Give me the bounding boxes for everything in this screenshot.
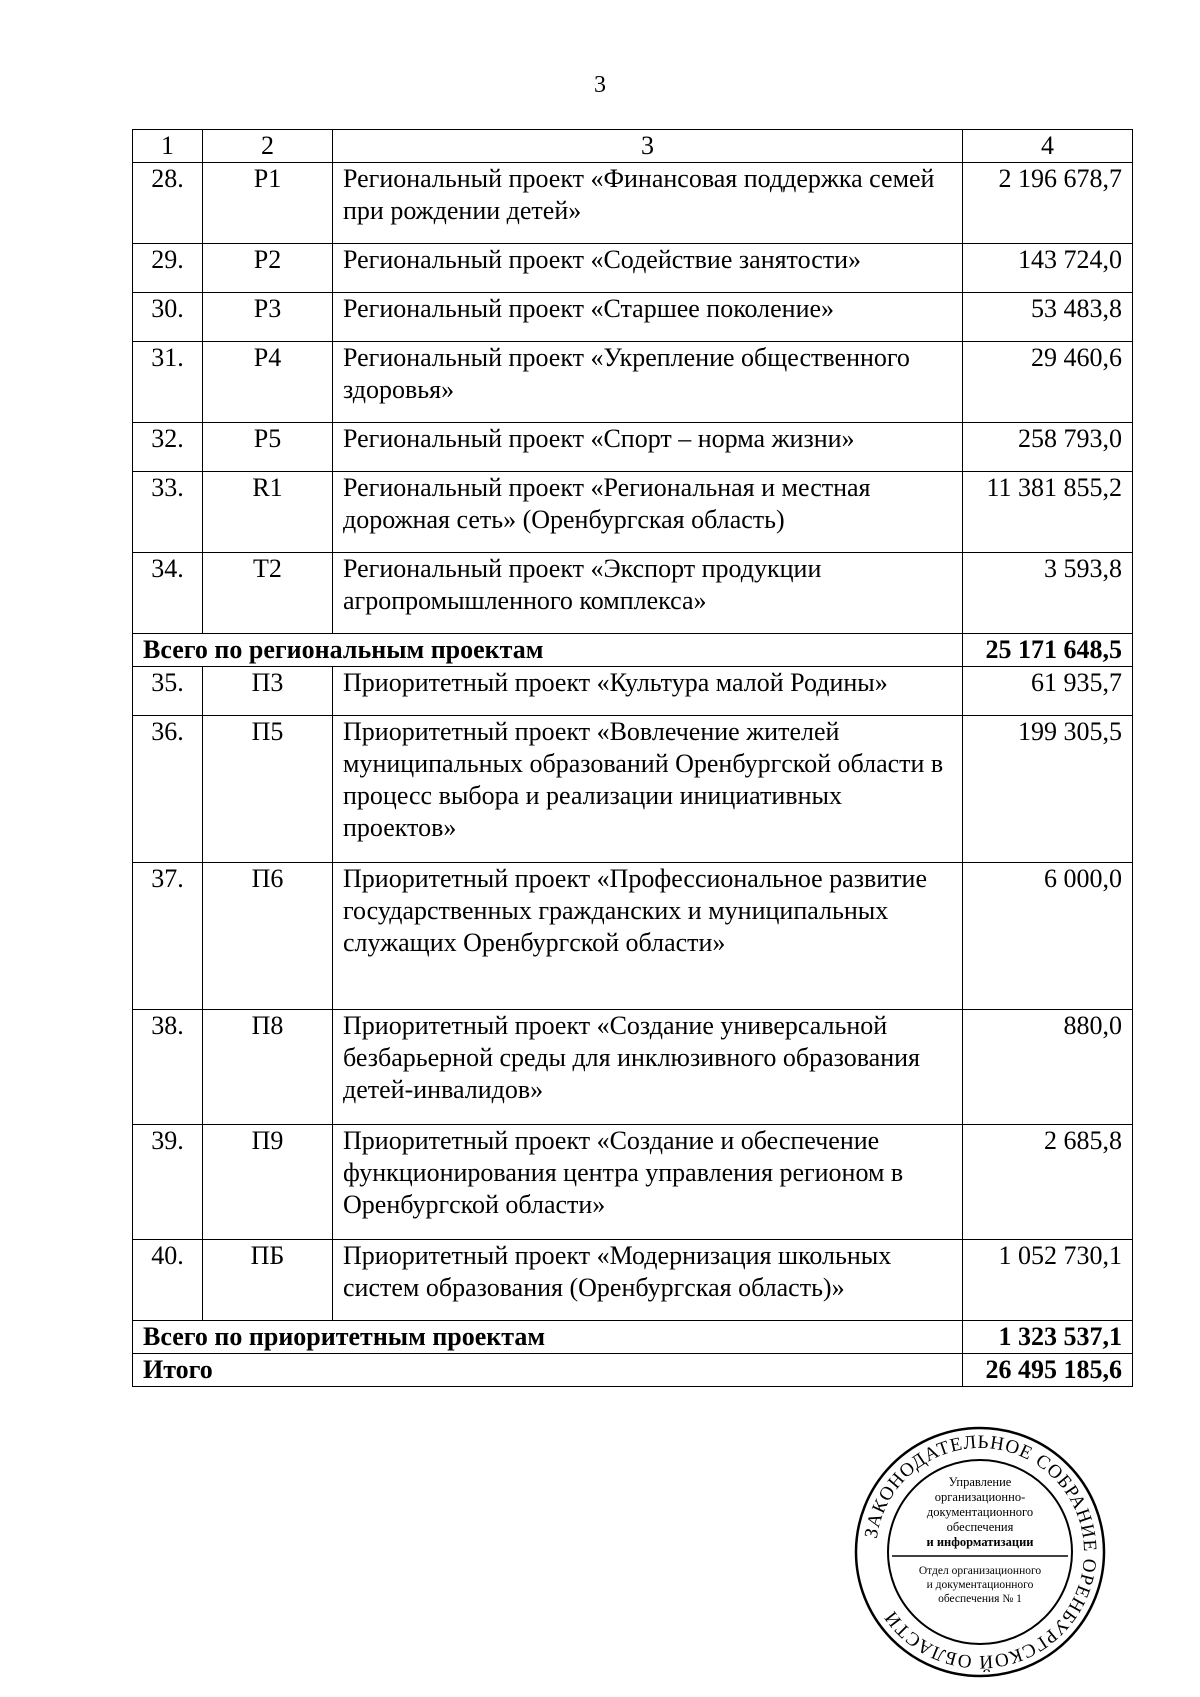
row-amount: 2 685,8: [963, 1125, 1133, 1240]
table-row: [133, 342, 1133, 423]
svg-text:и информатизации: и информатизации: [926, 1535, 1034, 1549]
row-name: Региональный проект «Старшее поколение»: [333, 293, 963, 342]
row-code: П5: [203, 716, 333, 863]
table-row: [133, 863, 1133, 1010]
table-row: [133, 716, 1133, 863]
row-code: Р3: [203, 293, 333, 342]
row-code: R1: [203, 472, 333, 553]
row-name: Региональный проект «Спорт – норма жизни»: [333, 423, 963, 472]
priority-total-label: Всего по приоритетным проектам: [133, 1321, 963, 1354]
table-row: [133, 667, 1133, 716]
priority-total-row: [133, 1321, 1133, 1354]
row-number: 38.: [133, 1010, 203, 1125]
seal-upper-text: [927, 1475, 1034, 1549]
row-number: 30.: [133, 293, 203, 342]
row-number: 35.: [133, 667, 203, 716]
regional-total-row: [133, 634, 1133, 667]
row-number: 31.: [133, 342, 203, 423]
row-number: 39.: [133, 1125, 203, 1240]
svg-text:документационного: документационного: [926, 1505, 1034, 1519]
row-amount: 258 793,0: [963, 423, 1133, 472]
table-header-row: [133, 130, 1133, 163]
row-amount: 29 460,6: [963, 342, 1133, 423]
row-number: 32.: [133, 423, 203, 472]
row-name: Региональный проект «Укрепление общественного здоровья»: [333, 342, 963, 423]
svg-text:Отдел организационного: Отдел организационного: [918, 1565, 1042, 1577]
row-number: 34.: [133, 553, 203, 634]
row-name: Региональный проект «Региональная и местная дорожная сеть» (Оренбургская область): [333, 472, 963, 553]
header-cell: 4: [963, 130, 1133, 163]
table-row: [133, 163, 1133, 244]
table-row: [133, 423, 1133, 472]
svg-text:Управление: Управление: [948, 1475, 1012, 1489]
grand-total-amount: 26 495 185,6: [963, 1354, 1133, 1387]
regional-total-label: Всего по региональным проектам: [133, 634, 963, 667]
page-number: 3: [594, 72, 606, 98]
row-number: 40.: [133, 1240, 203, 1321]
regional-total-amount: 25 171 648,5: [963, 634, 1133, 667]
row-name: Приоритетный проект «Культура малой Родины»: [333, 667, 963, 716]
row-amount: 2 196 678,7: [963, 163, 1133, 244]
row-name: Региональный проект «Содействие занятости»: [333, 244, 963, 293]
seal-lower-text: [919, 1565, 1042, 1605]
grand-total-label: Итого: [133, 1354, 963, 1387]
table-row: [133, 1125, 1133, 1240]
row-code: П8: [203, 1010, 333, 1125]
row-code: Р4: [203, 342, 333, 423]
row-code: Р5: [203, 423, 333, 472]
row-amount: 3 593,8: [963, 553, 1133, 634]
row-number: 29.: [133, 244, 203, 293]
row-name: Приоритетный проект «Профессиональное развитие государственных гражданских и муниципальных служащих Оренбургской области»: [333, 863, 963, 1010]
row-number: 28.: [133, 163, 203, 244]
table-row: [133, 1240, 1133, 1321]
row-amount: 880,0: [963, 1010, 1133, 1125]
official-seal-stamp: [852, 1424, 1108, 1680]
header-cell: 3: [333, 130, 963, 163]
table-row: [133, 553, 1133, 634]
row-amount: 11 381 855,2: [963, 472, 1133, 553]
row-name: Региональный проект «Финансовая поддержка семей при рождении детей»: [333, 163, 963, 244]
row-code: Т2: [203, 553, 333, 634]
row-code: П6: [203, 863, 333, 1010]
budget-table: [132, 129, 1133, 1387]
svg-text:обеспечения: обеспечения: [946, 1520, 1014, 1534]
table-row: [133, 472, 1133, 553]
table-row: [133, 293, 1133, 342]
row-name: Приоритетный проект «Создание и обеспечение функционирования центра управления регионом в Оренбургской области»: [333, 1125, 963, 1240]
svg-text:обеспечения № 1: обеспечения № 1: [938, 1593, 1022, 1605]
row-code: Р2: [203, 244, 333, 293]
svg-text:организационно-: организационно-: [934, 1490, 1026, 1504]
row-code: П9: [203, 1125, 333, 1240]
row-number: 37.: [133, 863, 203, 1010]
row-code: ПБ: [203, 1240, 333, 1321]
row-code: Р1: [203, 163, 333, 244]
grand-total-row: [133, 1354, 1133, 1387]
row-number: 36.: [133, 716, 203, 863]
row-name: Приоритетный проект «Создание универсальной безбарьерной среды для инклюзивного образования детей-инвалидов»: [333, 1010, 963, 1125]
priority-total-amount: 1 323 537,1: [963, 1321, 1133, 1354]
row-number: 33.: [133, 472, 203, 553]
row-code: П3: [203, 667, 333, 716]
svg-text:и документационного: и документационного: [926, 1579, 1034, 1591]
row-amount: 61 935,7: [963, 667, 1133, 716]
row-name: Приоритетный проект «Вовлечение жителей муниципальных образований Оренбургской области в процесс выбора и реализации инициативных проектов»: [333, 716, 963, 863]
row-amount: 143 724,0: [963, 244, 1133, 293]
header-cell: 1: [133, 130, 203, 163]
row-amount: 199 305,5: [963, 716, 1133, 863]
row-amount: 53 483,8: [963, 293, 1133, 342]
row-amount: 6 000,0: [963, 863, 1133, 1010]
seal-outer-ring: [856, 1428, 1104, 1676]
table-row: [133, 244, 1133, 293]
header-cell: 2: [203, 130, 333, 163]
row-name: Приоритетный проект «Модернизация школьных систем образования (Оренбургская область)»: [333, 1240, 963, 1321]
table-row: [133, 1010, 1133, 1125]
row-name: Региональный проект «Экспорт продукции агропромышленного комплекса»: [333, 553, 963, 634]
seal-ring-text: ЗАКОНОДАТЕЛЬНОЕ СОБРАНИЕ ОРЕНБУРГСКОЙ ОБЛАСТИ: [860, 1431, 1101, 1673]
row-amount: 1 052 730,1: [963, 1240, 1133, 1321]
